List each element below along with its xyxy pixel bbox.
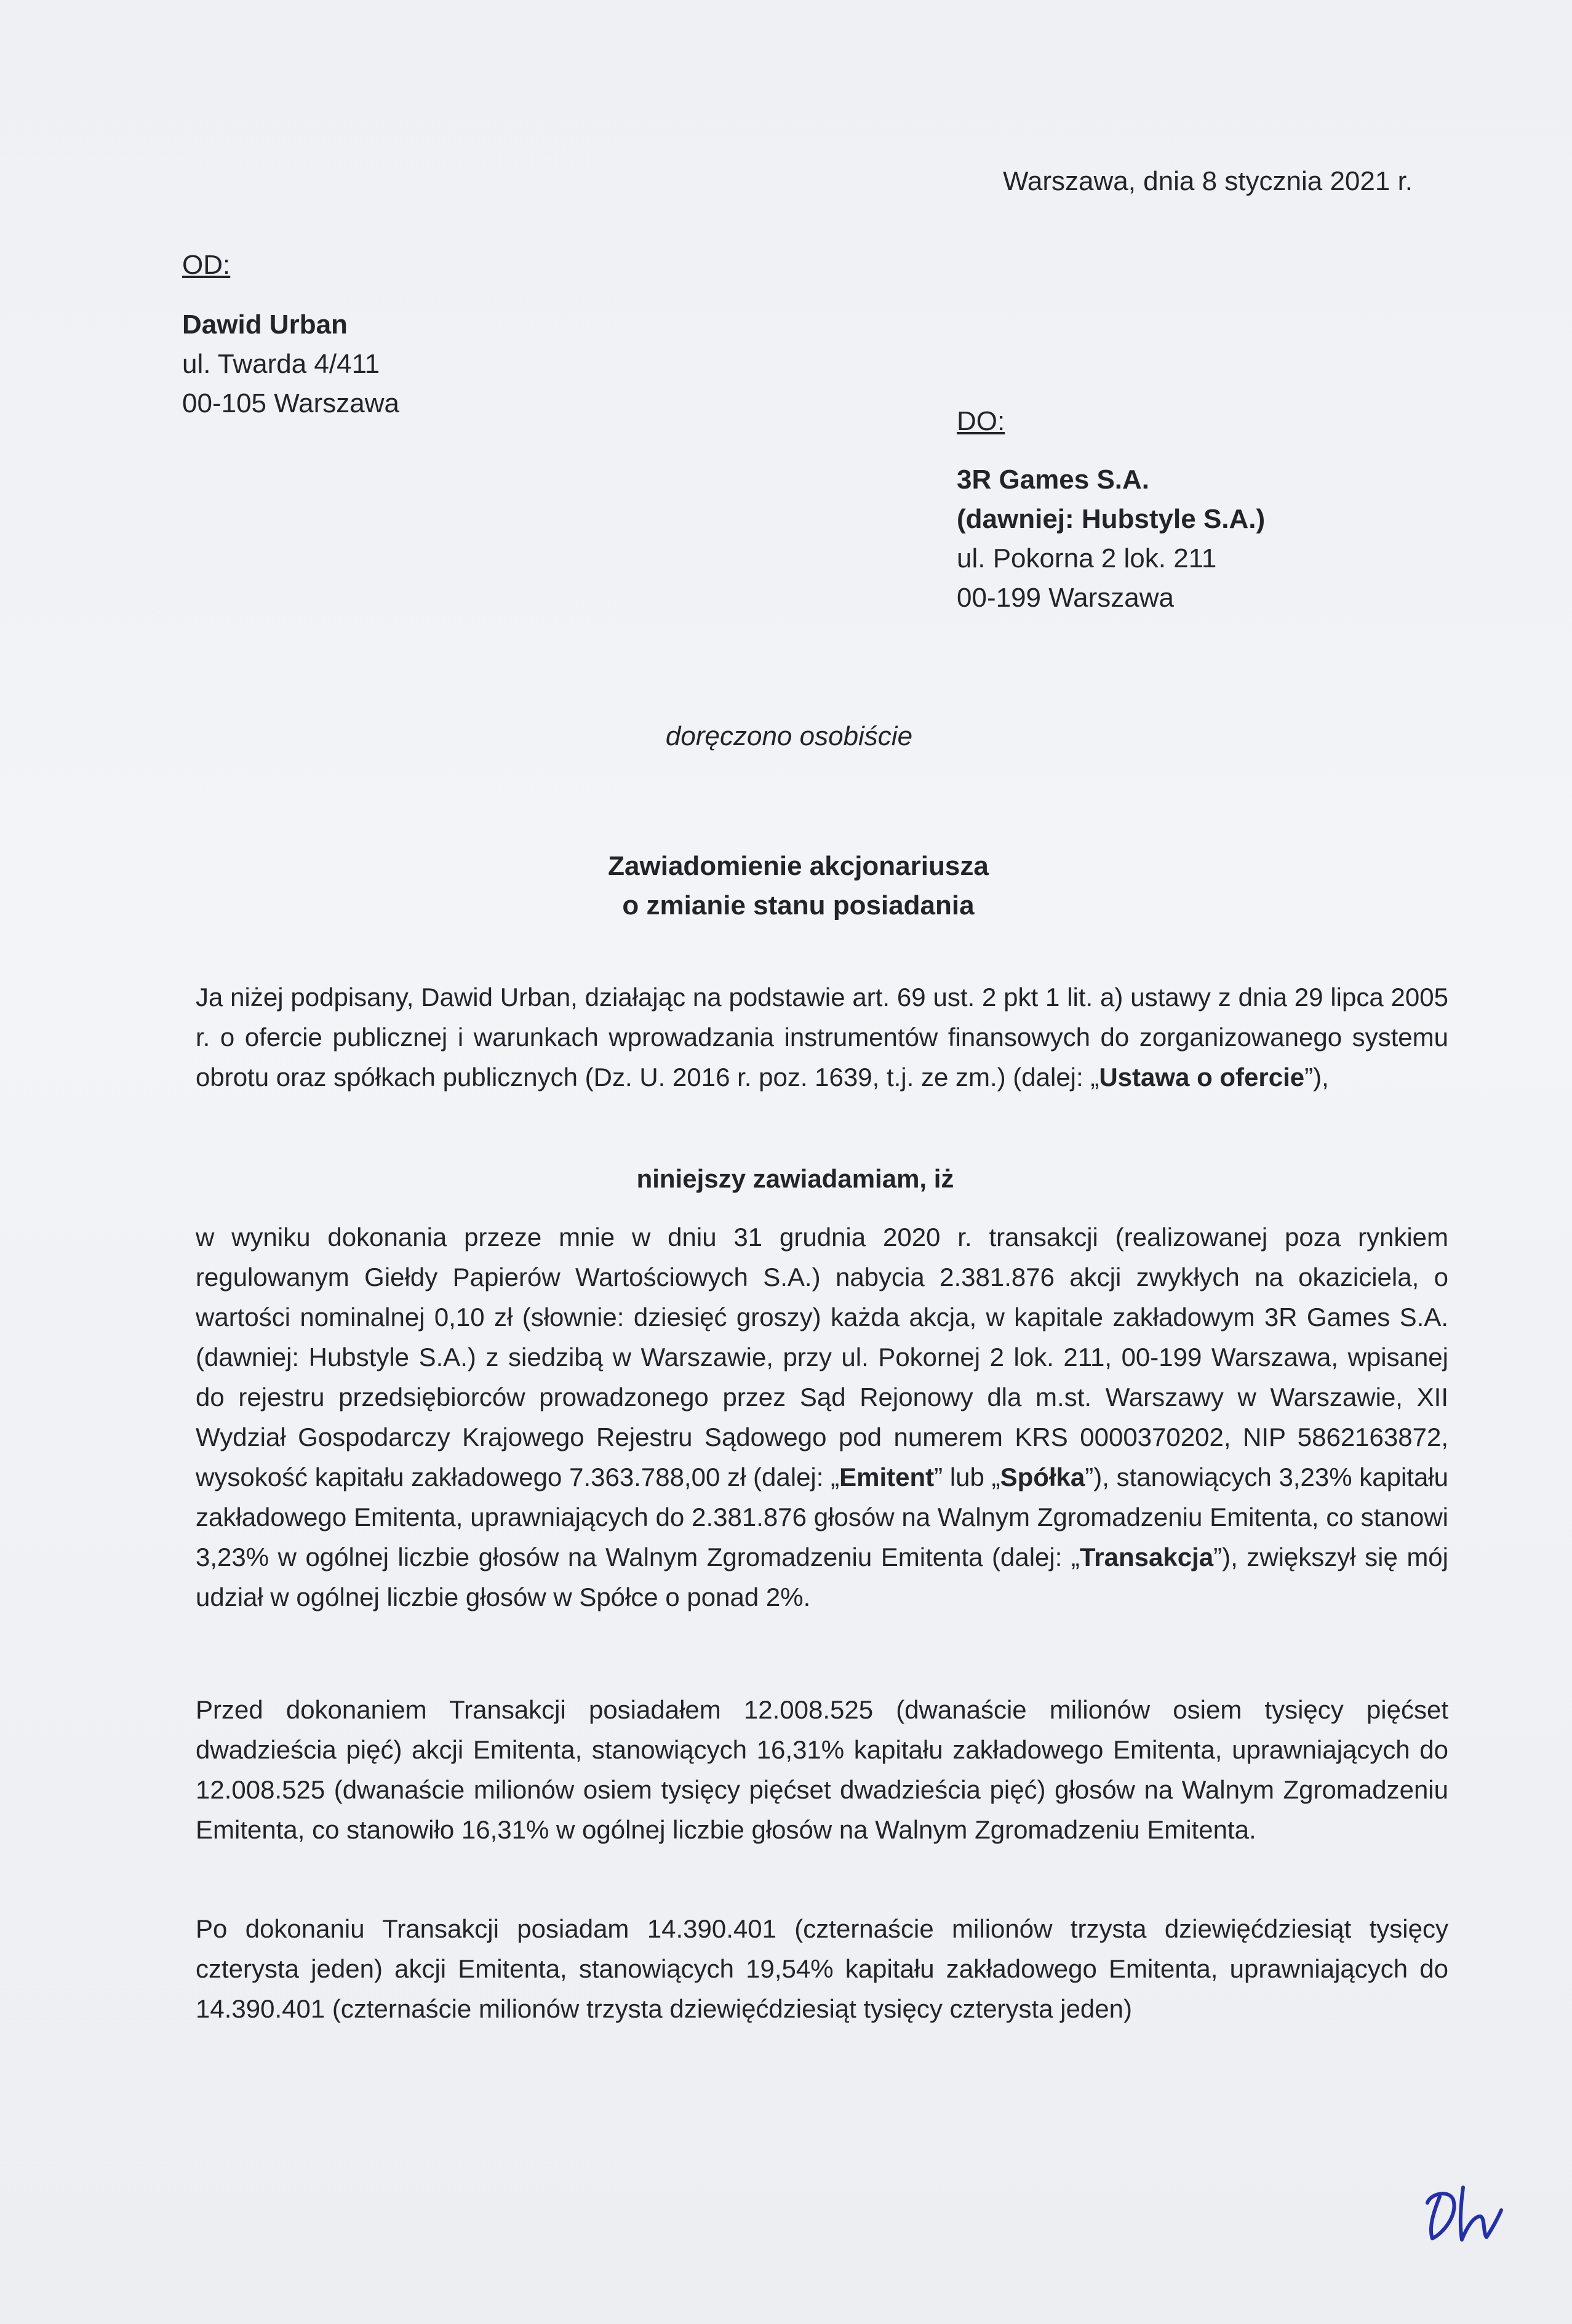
sender-city: 00-105 Warszawa <box>182 388 399 418</box>
delivery-note: doręczono osobiście <box>665 721 913 751</box>
document-title <box>0 847 1572 925</box>
recipient-label: DO: <box>957 406 1005 436</box>
intro-paragraph <box>196 977 1448 1097</box>
transaction-text-c: ”), stanowiących 3,23% kapitału zakładowego Emitenta, uprawniających do 2.381.876 głosów na Walnym Zgromadzeniu Emitenta, co stanowi 3,23% w ogólnej liczbie głosów na Walnym Zgromadzeniu Emitenta (dalej: „ <box>196 1463 1448 1571</box>
title-line-2: o zmianie stanu posiadania <box>622 890 975 920</box>
sender-label: OD: <box>182 250 231 280</box>
recipient-city: 00-199 Warszawa <box>957 583 1174 613</box>
recipient-street: ul. Pokorna 2 lok. 211 <box>957 543 1217 573</box>
defined-term-ustawa: Ustawa o ofercie <box>1099 1063 1305 1092</box>
recipient-former-name: (dawniej: Hubstyle S.A.) <box>957 504 1266 534</box>
before-paragraph: Przed dokonaniem Transakcji posiadałem 12.008.525 (dwanaście milionów osiem tysięcy pięćset dwadzieścia pięć) akcji Emitenta, stanowiących 16,31% kapitału zakładowego Emitenta, uprawniających do 12.008.525 (dwanaście milionów osiem tysięcy pięćset dwadzieścia pięć) głosów na Walnym Zgromadzeniu Emitenta, co stanowiło 16,31% w ogólnej liczbie głosów na Walnym Zgromadzeniu Emitenta. <box>196 1695 1448 1844</box>
intro-closing: ”), <box>1304 1063 1329 1092</box>
sender-street: ul. Twarda 4/411 <box>182 349 380 379</box>
handwritten-initials <box>1415 2178 1514 2246</box>
defined-term-transakcja: Transakcja <box>1079 1543 1214 1571</box>
defined-term-spolka: Spółka <box>1000 1463 1085 1491</box>
notice-line: niniejszy zawiadamiam, iż <box>636 1164 954 1193</box>
transaction-text-d: ”), zwiększył się mój udział w ogólnej liczbie głosów w Spółce o ponad 2%. <box>196 1543 1449 1611</box>
after-paragraph: Po dokonaniu Transakcji posiadam 14.390.401 (czternaście milionów trzysta dziewięćdziesiąt tysięcy czterysta jeden) akcji Emitenta, stanowiących 19,54% kapitału zakładowego Emitenta, uprawniających do 14.390.401 (czternaście milionów trzysta dziewięćdziesiąt tysięcy czterysta jeden) <box>196 1914 1448 2023</box>
recipient-address <box>957 460 1265 618</box>
transaction-text-a: w wyniku dokonania przeze mnie w dniu 31 grudnia 2020 r. transakcji (realizowanej poza rynkiem regulowanym Giełdy Papierów Wartościowych S.A.) nabycia 2.381.876 akcji zwykłych na okaziciela, o wartości nominalnej 0,10 zł (słownie: dziesięć groszy) każda akcja, w kapitale zakładowym 3R Games S.A. (dawniej: Hubstyle S.A.) z siedzibą w Warszawie, przy ul. Pokornej 2 lok. 211, 00-199 Warszawa, wpisanej do rejestru przedsiębiorców prowadzonego przez Sąd Rejonowy dla m.st. Warszawy w Warszawie, XII Wydział Gospodarczy Krajowego Rejestru Sądowego pod numerem KRS 0000370202, NIP 5862163872, wysokość kapitału zakładowego 7.363.788,00 zł (dalej: „ <box>196 1223 1448 1491</box>
title-line-1: Zawiadomienie akcjonariusza <box>608 851 989 881</box>
sender-address <box>182 305 399 423</box>
defined-term-emitent: Emitent <box>839 1463 935 1491</box>
transaction-text-b: ” lub „ <box>934 1463 1000 1491</box>
transaction-paragraph <box>196 1217 1448 1617</box>
recipient-name: 3R Games S.A. <box>957 465 1150 495</box>
intro-text: Ja niżej podpisany, Dawid Urban, działając na podstawie art. 69 ust. 2 pkt 1 lit. a) ustawy z dnia 29 lipca 2005 r. o ofercie publicznej i warunkach wprowadzania instrumentów finansowych do zorganizowanego systemu obrotu oraz spółkach publicznych (Dz. U. 2016 r. poz. 1639, t.j. ze zm.) (dalej: „ <box>196 983 1448 1092</box>
sender-name: Dawid Urban <box>182 309 348 340</box>
date-line: Warszawa, dnia 8 stycznia 2021 r. <box>1003 166 1413 196</box>
